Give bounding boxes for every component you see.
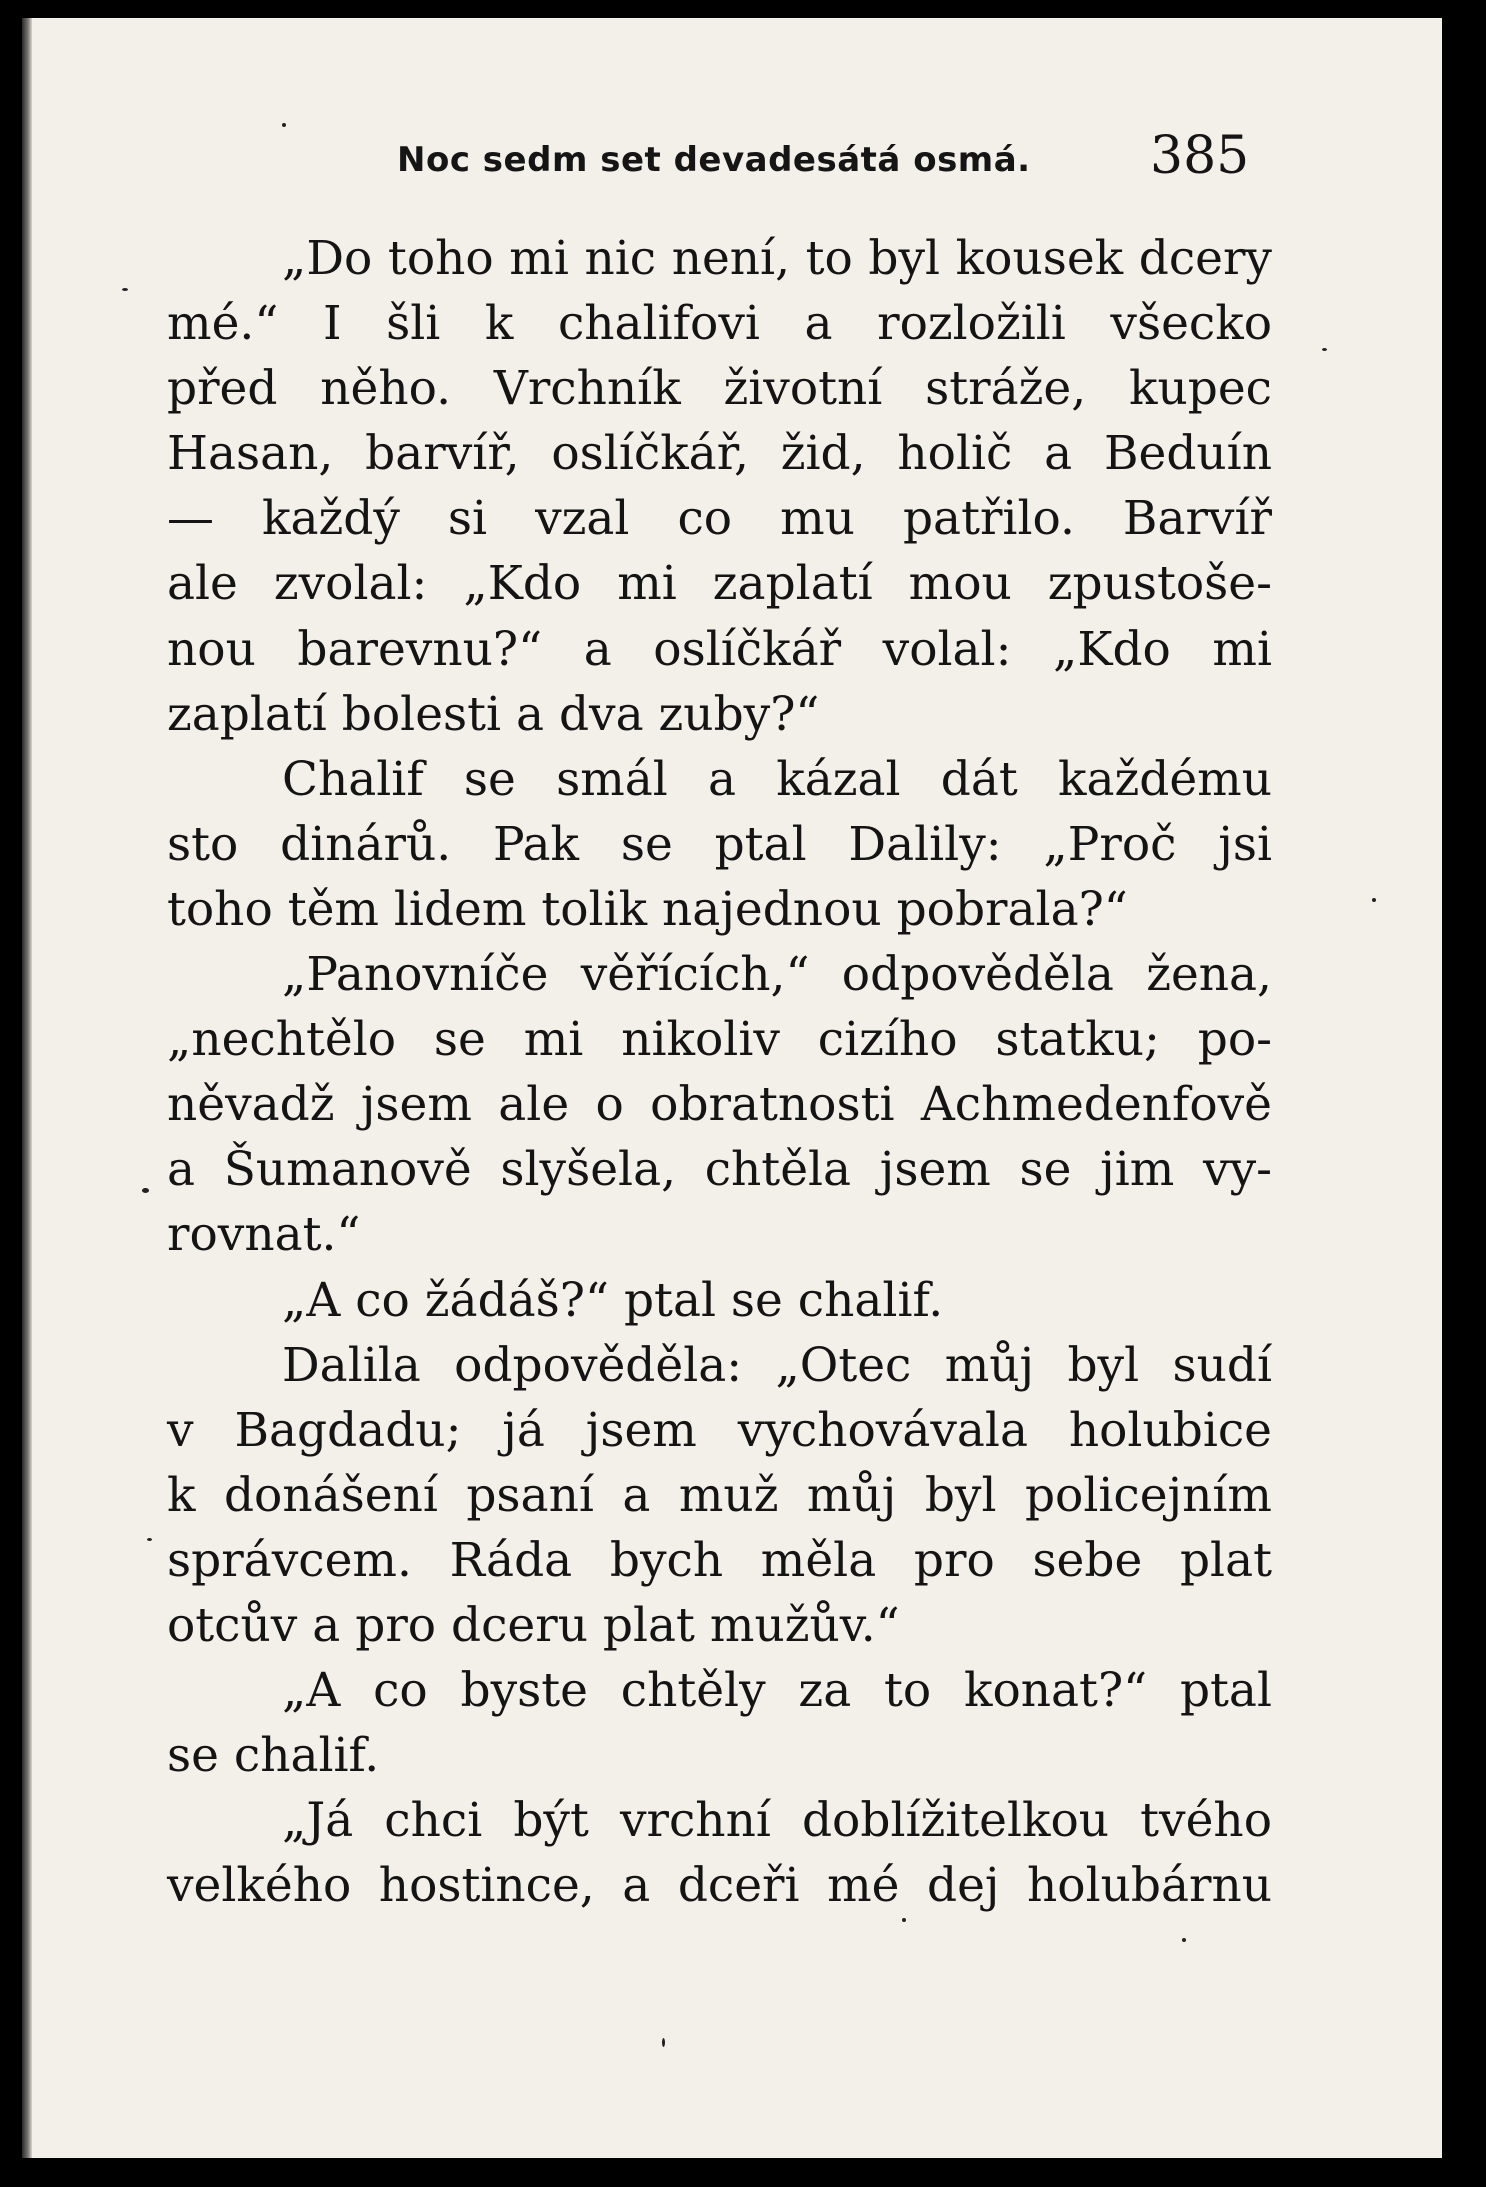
text-line: a Šumanově slyšela, chtěla jsem se jim vy-: [167, 1142, 1272, 1198]
text-line: sto dinárů. Pak se ptal Dalily: „Proč jsi: [167, 816, 1272, 872]
body-text: [167, 226, 1272, 1918]
page-header: [22, 126, 1442, 196]
speck: [902, 1918, 906, 1922]
text-line: před něho. Vrchník životní stráže, kupec: [167, 361, 1272, 417]
text-line: „Já chci být vrchní doblížitelkou tvého: [282, 1793, 1272, 1849]
text-line: „nechtělo se mi nikoliv cizího statku; po-: [167, 1012, 1272, 1068]
page-number: 385: [1150, 126, 1250, 186]
text-line: otcův a pro dceru plat mužův.“: [167, 1597, 900, 1653]
text-line: „Do toho mi nic není, to byl kousek dcery: [282, 231, 1272, 286]
speck: [282, 123, 286, 127]
text-line: „Panovníče věřících,“ odpověděla žena,: [282, 947, 1272, 1003]
text-line: Chalif se smál a kázal dát každému: [282, 751, 1272, 807]
speck: [122, 288, 128, 291]
text-line: „A co byste chtěly za to konat?“ ptal: [282, 1663, 1272, 1719]
text-line: Hasan, barvíř, oslíčkář, žid, holič a Beduín: [167, 426, 1272, 482]
text-line: nou barevnu?“ a oslíčkář volal: „Kdo mi: [167, 621, 1272, 677]
text-line: toho těm lidem tolik najednou pobrala?“: [167, 881, 1128, 937]
text-line: v Bagdadu; já jsem vychovávala holubice: [167, 1402, 1272, 1458]
book-page: [22, 18, 1442, 2158]
text-line: se chalif.: [167, 1728, 380, 1784]
text-line: k donášení psaní a muž můj byl policejním: [167, 1467, 1272, 1523]
speck: [142, 1188, 149, 1193]
page-spine-shadow: [22, 18, 32, 2158]
speck: [662, 2038, 665, 2047]
text-line: Dalila odpověděla: „Otec můj byl sudí: [282, 1337, 1272, 1393]
speck: [1322, 348, 1327, 351]
speck: [147, 1538, 152, 1541]
text-line: rovnat.“: [167, 1207, 361, 1263]
text-line: ale zvolal: „Kdo mi zaplatí mou zpustoše-: [167, 556, 1272, 612]
text-line: zaplatí bolesti a dva zuby?“: [167, 686, 820, 742]
text-line: mé.“ I šli k chalifovi a rozložili všecko: [167, 296, 1272, 352]
text-line: velkého hostince, a dceři mé dej holubárnu: [167, 1858, 1272, 1914]
text-line: něvadž jsem ale o obratnosti Achmedenfově: [167, 1077, 1272, 1133]
speck: [1372, 898, 1376, 902]
text-line: správcem. Ráda bych měla pro sebe plat: [167, 1532, 1272, 1588]
running-title: Noc sedm set devadesátá osmá.: [397, 140, 1031, 180]
text-line: — každý si vzal co mu patřilo. Barvíř: [167, 491, 1272, 547]
text-line: „A co žádáš?“ ptal se chalif.: [282, 1272, 944, 1328]
speck: [1182, 1938, 1186, 1942]
